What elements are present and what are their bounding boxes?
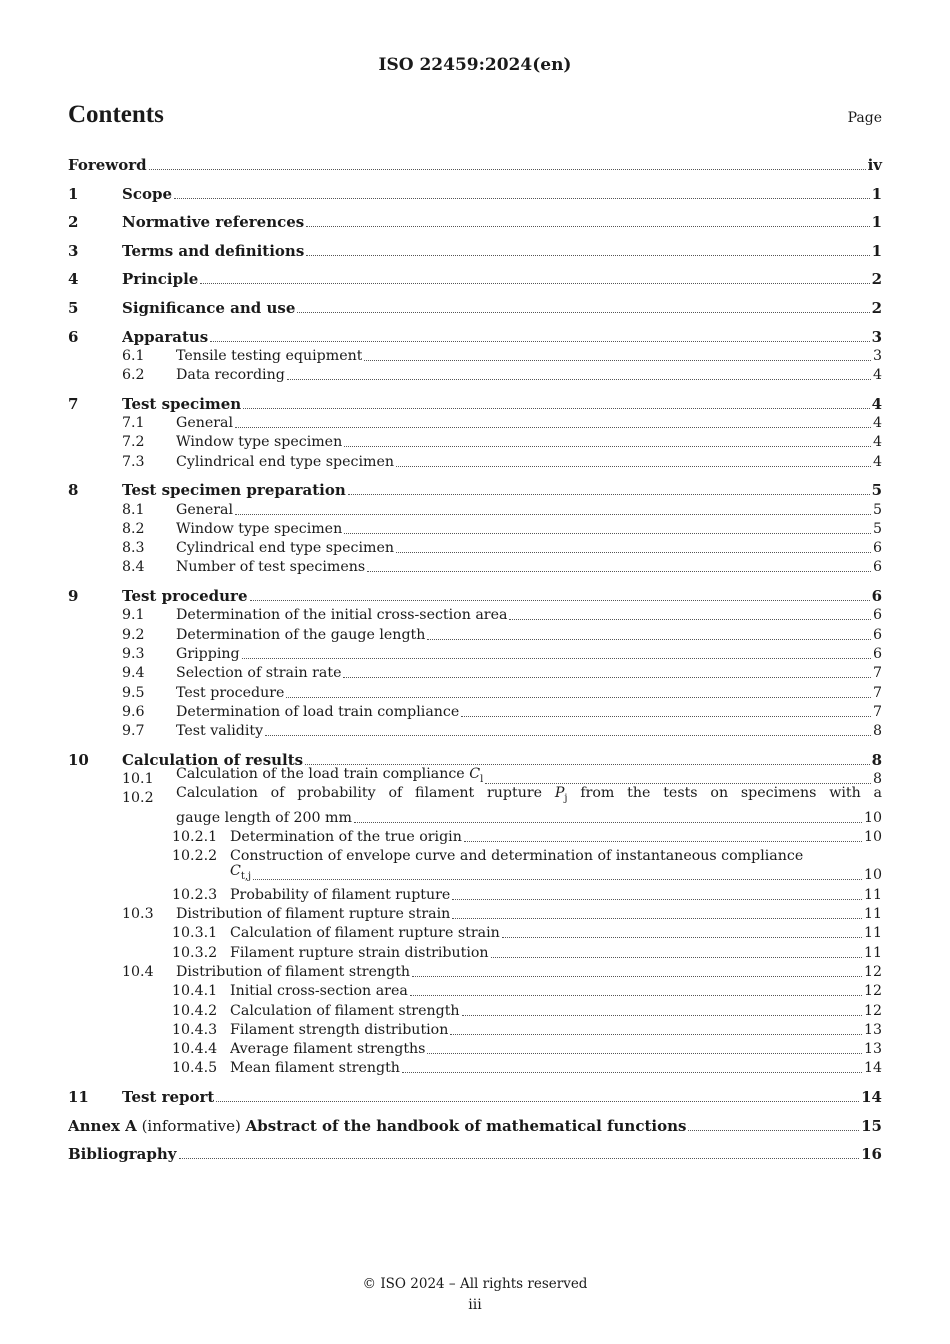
dot-leader [502,937,862,938]
toc-number: 10.4.1 [172,983,218,1000]
toc-entry-10-4-3[interactable] [68,1021,882,1040]
toc-number: 3 [68,241,79,260]
symbol: C [469,766,481,783]
toc-number: 9.4 [122,665,145,682]
toc-title: Data recording [176,367,285,384]
toc-number: 10.3 [122,906,154,923]
toc-title-continued [230,862,251,886]
toc-page: 4 [872,415,882,432]
toc-page: 15 [861,1116,882,1135]
toc-title: Scope [122,184,173,203]
toc-entry-10-2-continued[interactable] [68,808,882,827]
dot-leader [216,1101,859,1102]
toc-page: 1 [871,241,882,260]
toc-page: 2 [871,270,882,289]
toc-number: 1 [68,184,79,203]
toc-page: 6 [872,540,882,557]
toc-page: 14 [861,1088,882,1107]
dot-leader [235,427,871,428]
dot-leader [243,408,869,409]
toc-page: 7 [872,703,882,720]
dot-leader [306,255,869,256]
toc-page: 5 [872,501,882,518]
toc-entry-9-7[interactable] [68,722,882,741]
annex-label: Annex A [68,1116,137,1135]
toc-entry-2[interactable] [68,204,882,233]
toc-entry-9[interactable] [68,577,882,606]
toc-entry-7-3[interactable] [68,452,882,471]
toc-page: 1 [871,184,882,203]
dot-leader [354,822,862,823]
toc-number: 10.4.3 [172,1021,218,1038]
toc-page: 2 [871,298,882,317]
toc-title: Probability of filament rupture [230,886,451,903]
toc-title: Calculation of results [122,750,304,769]
toc-number: 10.4.5 [172,1060,218,1077]
toc-entry-bibliography[interactable] [68,1136,882,1165]
toc-page: 6 [872,626,882,643]
toc-page: 1 [871,213,882,232]
toc-entry-9-4[interactable] [68,664,882,683]
page-column-label: Page [847,110,882,126]
toc-page: 13 [863,1041,882,1058]
toc-number: 8.3 [122,540,145,557]
dot-leader [265,735,871,736]
dot-leader [461,716,871,717]
toc-number: 9.5 [122,684,145,701]
toc-title: Filament rupture strain distribution [230,944,489,961]
toc-entry-foreword[interactable] [68,153,882,175]
toc-number: 10.2 [122,790,154,807]
toc-page: 11 [863,944,882,961]
subscript: j [564,793,568,805]
toc-page: 12 [863,1002,882,1019]
toc-title: Test specimen [122,394,242,413]
toc-number: 7.2 [122,434,145,451]
toc-title: Gripping [176,645,240,662]
toc-title: Bibliography [68,1145,177,1164]
toc-page: 3 [871,327,882,346]
toc-title [176,784,882,808]
toc-title: Test report [122,1088,215,1107]
subscript: l [480,773,484,785]
toc-entry-10-4[interactable] [68,963,882,982]
toc-number: 9.2 [122,626,145,643]
toc-page: 4 [871,394,882,413]
toc-title: Distribution of filament strength [176,963,411,980]
toc-entry-9-5[interactable] [68,683,882,702]
toc-page: 11 [863,925,882,942]
toc-number: 7.1 [122,415,145,432]
toc-page: 11 [863,906,882,923]
annex-type: (informative) [136,1116,246,1135]
toc-title-text: Calculation of probability of filament rupture [176,785,555,802]
toc-entry-3[interactable] [68,232,882,261]
toc-number: 10.4.2 [172,1002,218,1019]
dot-leader [396,466,871,467]
dot-leader [287,379,871,380]
toc-number: 9.1 [122,607,145,624]
toc-entry-10-2[interactable] [68,785,882,808]
toc-page: 12 [863,983,882,1000]
toc-title-text-after: from the tests on specimens with a [567,785,882,802]
dot-leader [235,514,871,515]
toc-page: 13 [863,1021,882,1038]
dot-leader [450,1034,862,1035]
dot-leader [509,619,871,620]
toc-page: 14 [863,1060,882,1077]
dot-leader [179,1158,860,1159]
toc-number: 10.3.2 [172,944,218,961]
dot-leader [396,552,871,553]
toc-title: Determination of the gauge length [176,626,426,643]
toc-title: Determination of the true origin [230,828,462,845]
toc-page: 10 [863,809,882,826]
toc-entry-6-2[interactable] [68,366,882,385]
toc-entry-10-2-1[interactable] [68,828,882,847]
toc-page: 12 [863,963,882,980]
toc-title-text: Calculation of the load train compliance [176,766,470,783]
dot-leader [367,571,871,572]
toc-number: 10.2.3 [172,886,218,903]
toc-entry-10-4-1[interactable] [68,982,882,1001]
toc-entry-9-2[interactable] [68,625,882,644]
toc-entry-8-1[interactable] [68,500,882,519]
dot-leader [402,1072,862,1073]
toc-entry-10-2-2-continued[interactable] [68,862,882,885]
toc-entry-8-3[interactable] [68,539,882,558]
toc-entry-10-2-3[interactable] [68,885,882,904]
dot-leader [306,226,869,227]
toc-page: 8 [872,770,882,787]
symbol: C [230,862,241,879]
toc-title: Normative references [122,213,305,232]
toc-number: 10.3.1 [172,925,218,942]
toc-page: 10 [863,828,882,845]
toc-entry-6-1[interactable] [68,347,882,366]
toc-title: Determination of load train compliance [176,703,460,720]
toc-title-continued: gauge length of 200 mm [176,809,352,826]
toc-entry-8[interactable] [68,472,882,501]
toc-entry-9-3[interactable] [68,645,882,664]
toc-entry-7-1[interactable] [68,414,882,433]
toc-page: 16 [861,1145,882,1164]
toc-number: 10.1 [122,770,154,787]
dot-leader [344,446,871,447]
toc-entry-10-4-5[interactable] [68,1059,882,1078]
toc-number: 9 [68,587,79,606]
dot-leader [688,1130,859,1131]
toc-entry-annex-a[interactable] [68,1107,882,1136]
toc-entry-1[interactable] [68,175,882,204]
toc-title: Selection of strain rate [176,665,342,682]
toc-number: 8 [68,481,79,500]
toc-page: 4 [872,367,882,384]
dot-leader [149,169,866,170]
toc-title: Test procedure [176,684,285,701]
subscript: t,j [240,870,252,882]
dot-leader [464,841,862,842]
toc-title: Foreword [68,156,147,174]
dot-leader [452,918,862,919]
toc-title: Cylindrical end type specimen [176,453,394,470]
toc-title: Calculation of filament strength [230,1002,460,1019]
toc-entry-10-3-1[interactable] [68,924,882,943]
toc-title: Calculation of filament rupture strain [230,925,500,942]
toc-entry-6[interactable] [68,318,882,347]
toc-number: 7.3 [122,453,145,470]
toc-number: 10.4 [122,963,154,980]
toc-number: 8.1 [122,501,145,518]
toc-page: 6 [872,559,882,576]
toc-title: General [176,415,234,432]
toc-entry-10-2-2[interactable] [68,847,882,866]
toc-entry-9-1[interactable] [68,606,882,625]
toc-number: 9.3 [122,645,145,662]
dot-leader [462,1015,862,1016]
dot-leader [410,995,862,996]
toc-title: Construction of envelope curve and determination of instantaneous compliance [230,848,804,865]
dot-leader [364,360,871,361]
dot-leader [210,341,869,342]
dot-leader [253,879,862,880]
dot-leader [200,283,869,284]
toc-entry-7[interactable] [68,385,882,414]
toc-title: Cylindrical end type specimen [176,540,394,557]
toc-number: 10 [68,750,89,769]
toc-entry-8-4[interactable] [68,558,882,577]
toc-page: 11 [863,886,882,903]
toc-entry-10-3-2[interactable] [68,943,882,962]
toc-page: 5 [871,481,882,500]
toc-entry-10-4-2[interactable] [68,1001,882,1020]
toc-number: 9.7 [122,723,145,740]
document-id: ISO 22459:2024(en) [378,55,572,75]
toc-entry-8-2[interactable] [68,520,882,539]
dot-leader [343,677,870,678]
dot-leader [412,976,862,977]
toc-title: Average filament strengths [230,1041,426,1058]
dot-leader [348,494,870,495]
dot-leader [250,600,870,601]
toc-page: 10 [863,867,882,884]
toc-page: 7 [872,665,882,682]
toc-entry-11[interactable] [68,1078,882,1107]
toc-page: 5 [872,520,882,537]
toc-title: Principle [122,270,199,289]
toc-title: Tensile testing equipment [176,347,363,364]
toc-number: 4 [68,270,79,289]
toc-page: 6 [872,645,882,662]
toc-title: Test specimen preparation [122,481,346,500]
toc-page: 8 [871,750,882,769]
dot-leader [344,533,871,534]
contents-title: Contents [68,101,164,128]
dot-leader [242,658,871,659]
dot-leader [427,639,871,640]
toc-entry-5[interactable] [68,289,882,318]
copyright-notice: © ISO 2024 – All rights reserved [362,1276,588,1292]
toc-entry-10-4-4[interactable] [68,1040,882,1059]
dot-leader [286,697,871,698]
dot-leader [491,957,862,958]
dot-leader [452,899,862,900]
toc-entry-4[interactable] [68,261,882,290]
toc-title: Apparatus [122,327,209,346]
toc-number: 2 [68,213,79,232]
toc-page: 3 [872,347,882,364]
toc-number: 11 [68,1088,89,1107]
toc-number: 10.4.4 [172,1041,218,1058]
toc-title: Window type specimen [176,520,343,537]
toc-page: 6 [872,607,882,624]
page-number: iii [468,1297,482,1313]
toc-number: 8.2 [122,520,145,537]
dot-leader [174,198,870,199]
symbol: P [554,785,565,802]
toc-page: 7 [872,684,882,701]
toc-number: 5 [68,298,79,317]
toc-title: Number of test specimens [176,559,366,576]
toc-page: 8 [872,723,882,740]
toc-entry-10-3[interactable] [68,905,882,924]
toc-number: 10.2.2 [172,848,218,865]
toc-number: 7 [68,394,79,413]
table-of-contents [68,153,882,1164]
toc-title: Test procedure [122,587,248,606]
toc-title: Significance and use [122,298,296,317]
toc-title: Window type specimen [176,434,343,451]
toc-number: 9.6 [122,703,145,720]
toc-number: 10.2.1 [172,828,218,845]
toc-page: 4 [872,434,882,451]
dot-leader [427,1053,861,1054]
toc-title: Determination of the initial cross-section area [176,607,508,624]
toc-title: Filament strength distribution [230,1021,449,1038]
toc-page: 4 [872,453,882,470]
dot-leader [297,312,869,313]
toc-number: 6 [68,327,79,346]
toc-entry-9-6[interactable] [68,703,882,722]
toc-number: 8.4 [122,559,145,576]
toc-title: Terms and definitions [122,241,305,260]
annex-title: Abstract of the handbook of mathematical functions [245,1116,687,1135]
toc-title: Test validity [176,723,264,740]
toc-page: iv [867,156,882,174]
toc-title: Initial cross-section area [230,983,408,1000]
toc-number: 6.2 [122,367,145,384]
toc-title: Mean filament strength [230,1060,400,1077]
toc-entry-7-2[interactable] [68,433,882,452]
toc-page: 6 [871,587,882,606]
toc-number: 6.1 [122,347,145,364]
toc-title: General [176,501,234,518]
toc-title [68,1117,686,1136]
toc-title: Distribution of filament rupture strain [176,906,451,923]
